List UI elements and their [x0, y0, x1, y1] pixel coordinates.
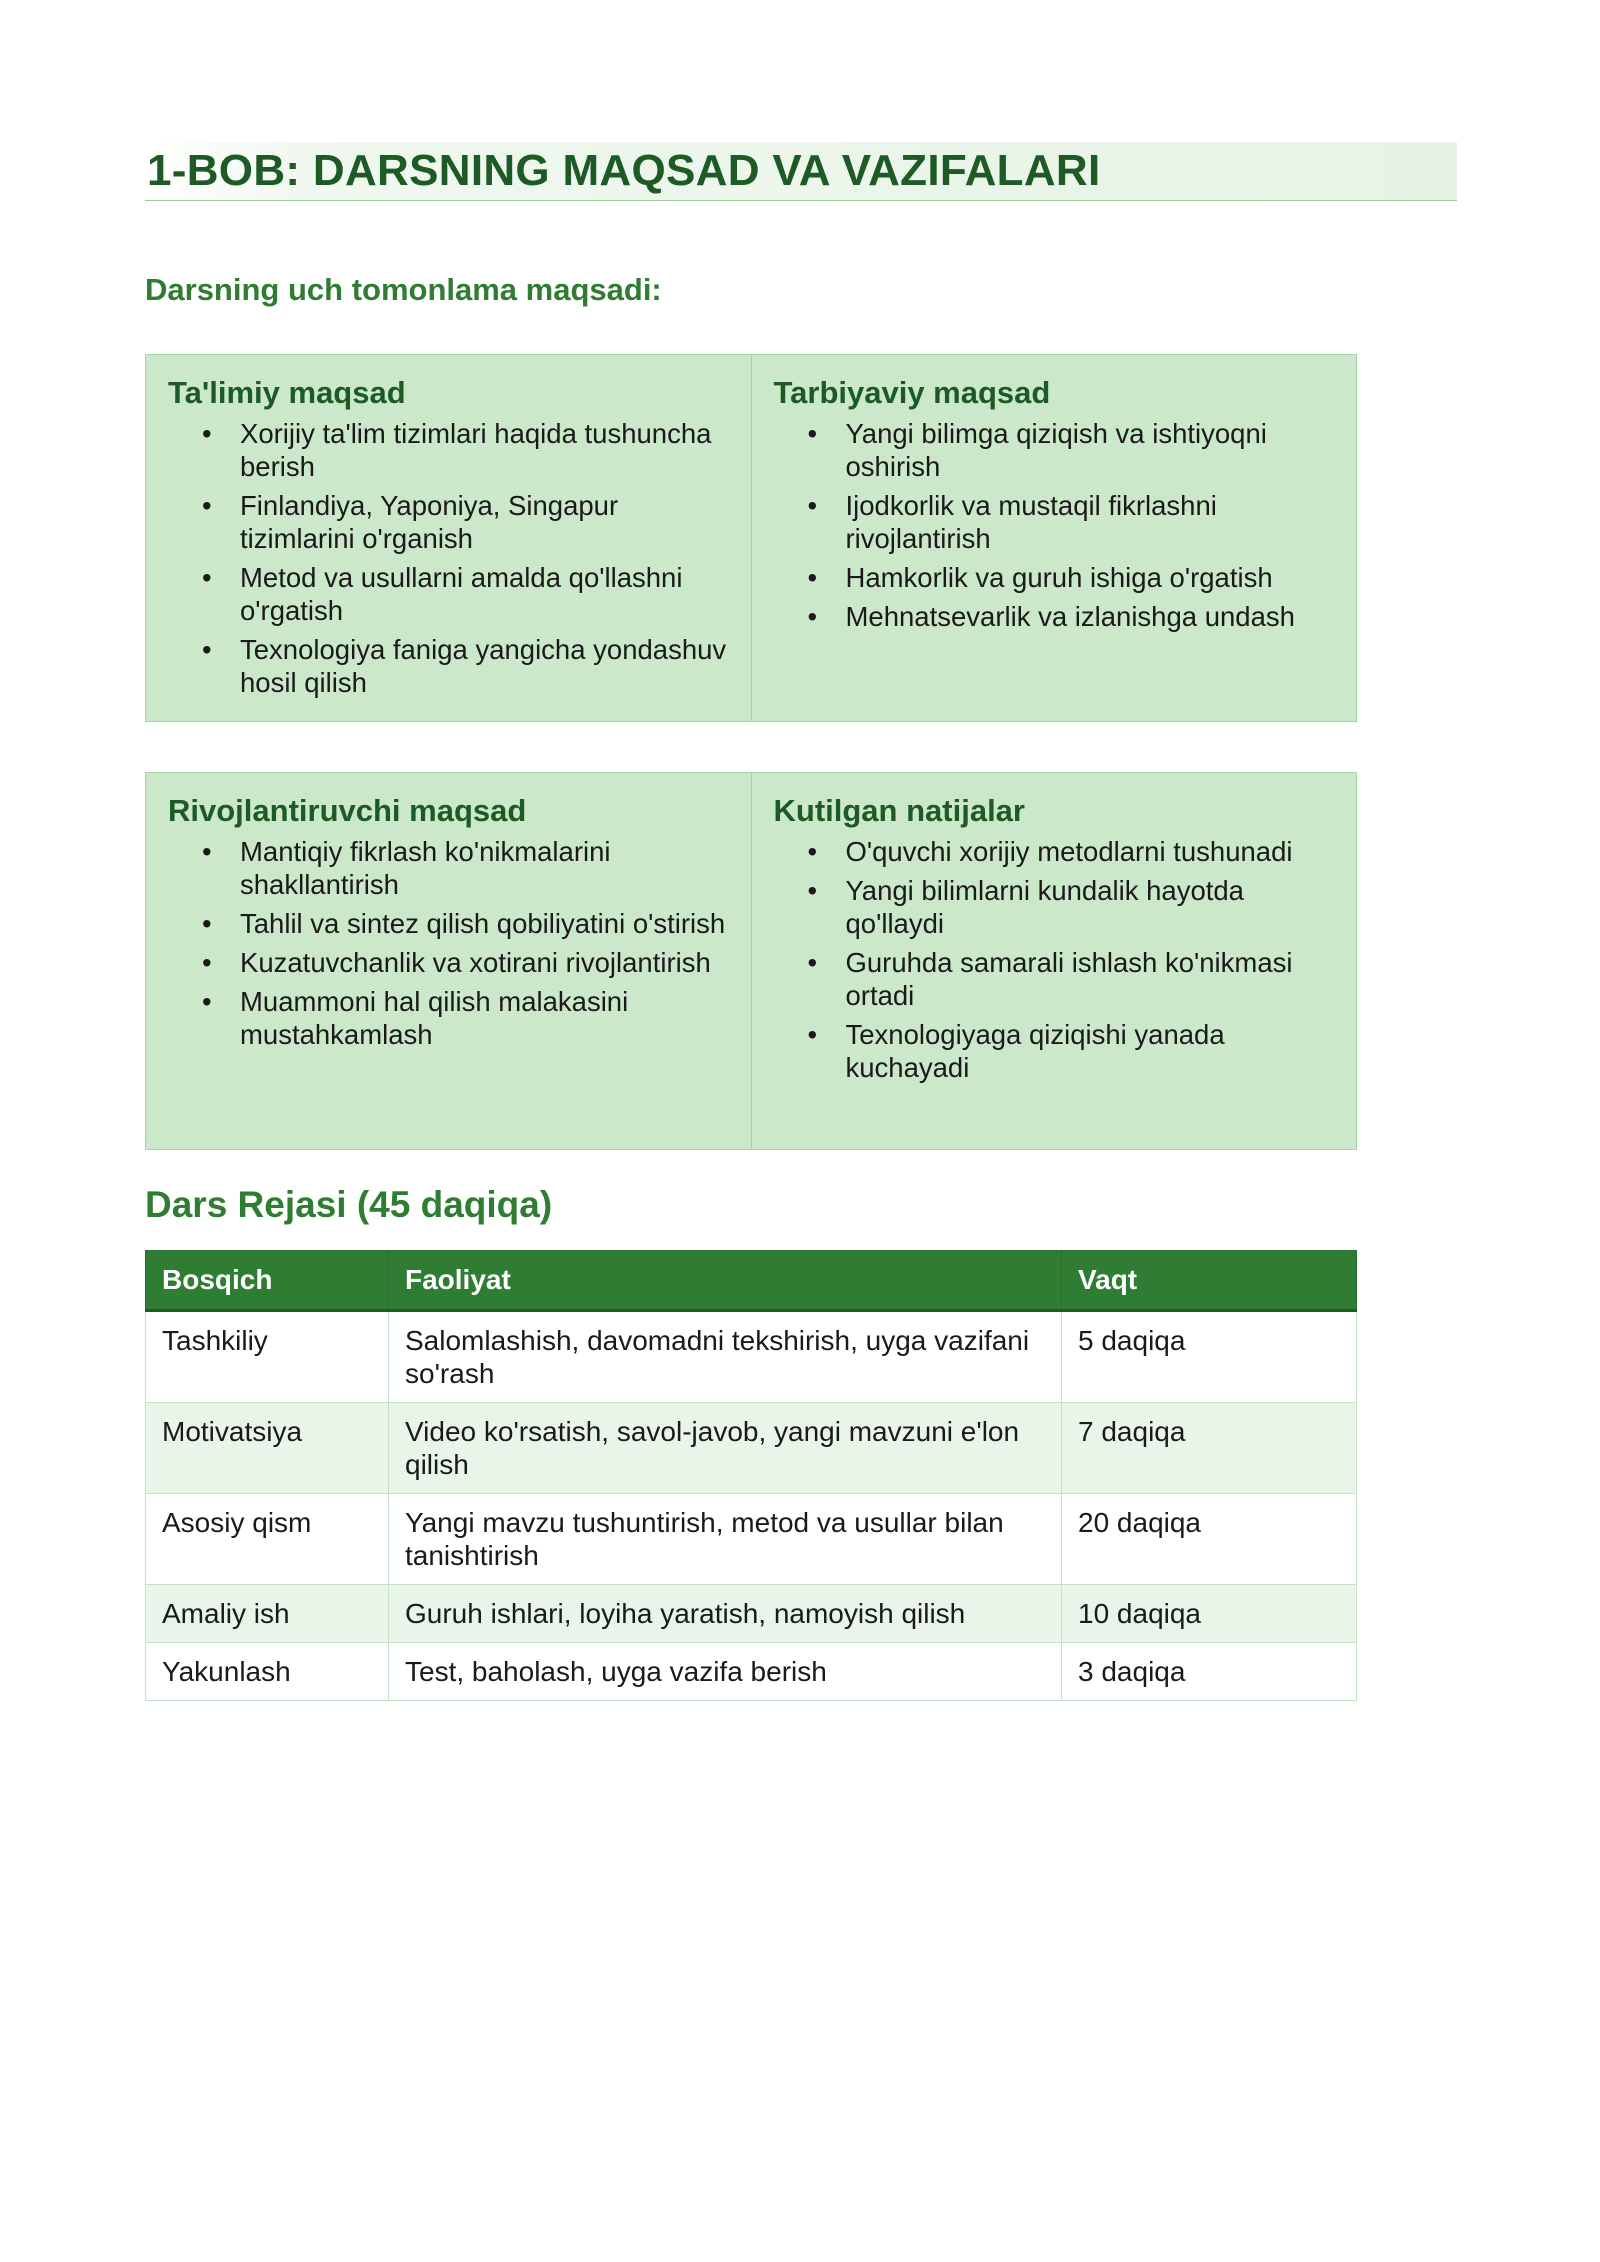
goal-item: • Kuzatuvchanlik va xotirani rivojlantirish — [240, 946, 729, 979]
table-header-row — [146, 1251, 1357, 1311]
goal-item: • Finlandiya, Yaponiya, Singapur tizimlarini o'rganish — [240, 489, 729, 555]
cell-activity: Yangi mavzu tushuntirish, metod va usullar bilan tanishtirish — [389, 1494, 1062, 1585]
table-row — [146, 1311, 1357, 1403]
goal-item: • Yangi bilimga qiziqish va ishtiyoqni oshirish — [846, 417, 1335, 483]
goal-card-upbringing — [751, 355, 1357, 721]
cell-activity: Test, baholash, uyga vazifa berish — [389, 1643, 1062, 1701]
cell-activity: Video ko'rsatish, savol-javob, yangi mavzuni e'lon qilish — [389, 1403, 1062, 1494]
cell-time: 7 daqiqa — [1062, 1403, 1357, 1494]
chapter-title: 1-BOB: DARSNING MAQSAD VA VAZIFALARI — [145, 142, 1457, 201]
goal-card-developmental — [146, 773, 751, 1149]
cell-stage: Motivatsiya — [146, 1403, 389, 1494]
goal-item: • Metod va usullarni amalda qo'llashni o'rgatish — [240, 561, 729, 627]
lesson-plan-title: Dars Rejasi (45 daqiqa) — [145, 1184, 553, 1225]
goal-heading: Tarbiyaviy maqsad — [773, 375, 1051, 410]
goal-item: • Hamkorlik va guruh ishiga o'rgatish — [846, 561, 1335, 594]
goal-item: • O'quvchi xorijiy metodlarni tushunadi — [846, 835, 1335, 868]
goal-item: • Mantiqiy fikrlash ko'nikmalarini shakllantirish — [240, 835, 729, 901]
goal-item: • Yangi bilimlarni kundalik hayotda qo'llaydi — [846, 874, 1335, 940]
cell-time: 5 daqiqa — [1062, 1311, 1357, 1403]
cell-stage: Amaliy ish — [146, 1585, 389, 1643]
goal-list — [168, 417, 729, 699]
cell-stage: Yakunlash — [146, 1643, 389, 1701]
cell-stage: Tashkiliy — [146, 1311, 389, 1403]
goal-grid-row-1 — [145, 354, 1357, 722]
lesson-plan-table — [145, 1250, 1357, 1701]
goal-grid-row-2 — [145, 772, 1357, 1150]
goal-item: • Xorijiy ta'lim tizimlari haqida tushuncha berish — [240, 417, 729, 483]
goal-item: • Tahlil va sintez qilish qobiliyatini o'stirish — [240, 907, 729, 940]
cell-time: 20 daqiqa — [1062, 1494, 1357, 1585]
goal-item: • Guruhda samarali ishlash ko'nikmasi ortadi — [846, 946, 1335, 1012]
table-row — [146, 1494, 1357, 1585]
goal-heading: Kutilgan natijalar — [773, 793, 1025, 828]
cell-time: 3 daqiqa — [1062, 1643, 1357, 1701]
table-row — [146, 1585, 1357, 1643]
goal-heading: Ta'limiy maqsad — [168, 375, 406, 410]
goal-list — [774, 417, 1335, 633]
column-header-activity: Faoliyat — [389, 1251, 1062, 1311]
goal-card-expected-results — [751, 773, 1357, 1149]
goals-subtitle: Darsning uch tomonlama maqsadi: — [145, 272, 662, 307]
table-row — [146, 1403, 1357, 1494]
goal-list — [774, 835, 1335, 1084]
column-header-stage: Bosqich — [146, 1251, 389, 1311]
cell-stage: Asosiy qism — [146, 1494, 389, 1585]
column-header-time: Vaqt — [1062, 1251, 1357, 1311]
goal-item: • Texnologiyaga qiziqishi yanada kuchayadi — [846, 1018, 1335, 1084]
goal-card-educational — [146, 355, 751, 721]
goal-item: • Mehnatsevarlik va izlanishga undash — [846, 600, 1335, 633]
goal-heading: Rivojlantiruvchi maqsad — [168, 793, 527, 828]
goal-list — [168, 835, 729, 1051]
cell-time: 10 daqiqa — [1062, 1585, 1357, 1643]
cell-activity: Salomlashish, davomadni tekshirish, uyga vazifani so'rash — [389, 1311, 1062, 1403]
document-page — [145, 142, 1457, 1687]
cell-activity: Guruh ishlari, loyiha yaratish, namoyish qilish — [389, 1585, 1062, 1643]
goal-item: • Ijodkorlik va mustaqil fikrlashni rivojlantirish — [846, 489, 1335, 555]
table-row — [146, 1643, 1357, 1701]
goal-item: • Muammoni hal qilish malakasini mustahkamlash — [240, 985, 729, 1051]
goal-item: • Texnologiya faniga yangicha yondashuv hosil qilish — [240, 633, 729, 699]
